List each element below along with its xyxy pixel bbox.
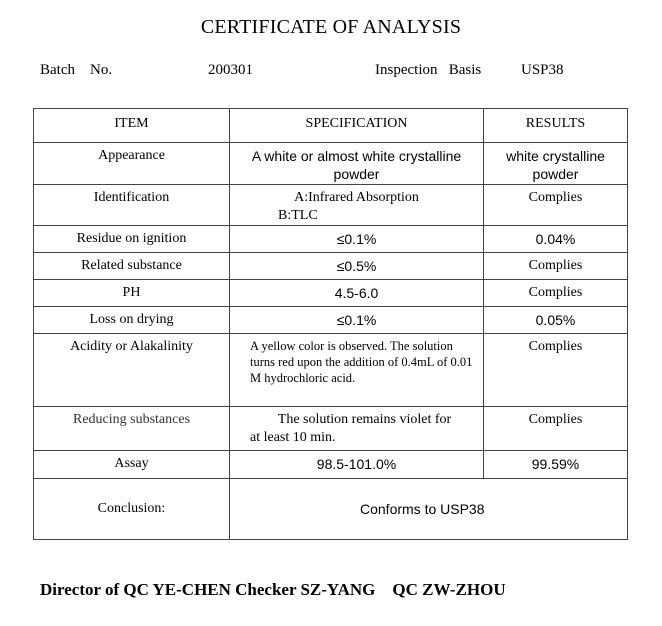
conclusion-row (34, 479, 628, 540)
inspection-basis-label: Inspection Basis (375, 62, 482, 78)
result-cell: Complies (484, 185, 628, 226)
spec-cell: A:Infrared Absorption B:TLC (230, 185, 484, 226)
spec-cell: A white or almost white crystalline powder (230, 143, 484, 185)
result-cell: white crystalline powder (484, 143, 628, 185)
header-specification: SPECIFICATION (230, 109, 484, 143)
header-item: ITEM (34, 109, 230, 143)
batch-number: 200301 (208, 62, 253, 78)
table-row (34, 407, 628, 451)
spec-cell: ≤0.5% (230, 253, 484, 280)
item-cell: Assay (34, 451, 230, 479)
signatories: Director of QC YE-CHEN Checker SZ-YANG QC ZW-ZHOU (40, 580, 506, 599)
spec-cell: 4.5-6.0 (230, 280, 484, 307)
header-results: RESULTS (484, 109, 628, 143)
item-cell: Appearance (34, 143, 230, 185)
spec-cell: The solution remains violet for at least 10 min. (230, 407, 484, 451)
spec-cell: 98.5-101.0% (230, 451, 484, 479)
result-cell: 0.05% (484, 307, 628, 334)
item-cell: Residue on ignition (34, 226, 230, 253)
item-cell: Related substance (34, 253, 230, 280)
result-cell: Complies (484, 253, 628, 280)
conclusion-value: Conforms to USP38 (230, 479, 628, 540)
item-cell: Loss on drying (34, 307, 230, 334)
inspection-basis-value: USP38 (521, 62, 564, 78)
item-cell: Identification (34, 185, 230, 226)
table-row (34, 185, 628, 226)
table-row (34, 451, 628, 479)
batch-label: Batch No. (40, 62, 113, 78)
result-cell: 0.04% (484, 226, 628, 253)
table-row (34, 334, 628, 407)
table-row (34, 143, 628, 185)
spec-cell: A yellow color is observed. The solution turns red upon the addition of 0.4mL of 0.01 M hydrochloric acid. (230, 334, 484, 407)
result-cell: Complies (484, 280, 628, 307)
table-row (34, 226, 628, 253)
result-cell: Complies (484, 334, 628, 407)
table-row (34, 307, 628, 334)
item-cell: PH (34, 280, 230, 307)
table-row (34, 253, 628, 280)
conclusion-label: Conclusion: (34, 479, 230, 540)
result-cell: 99.59% (484, 451, 628, 479)
table-header-row (34, 109, 628, 143)
table-row (34, 280, 628, 307)
item-cell: Reducing substances (34, 407, 230, 451)
spec-cell: ≤0.1% (230, 226, 484, 253)
analysis-table (33, 108, 628, 540)
document-title: CERTIFICATE OF ANALYSIS (200, 16, 462, 38)
result-cell: Complies (484, 407, 628, 451)
spec-cell: ≤0.1% (230, 307, 484, 334)
item-cell: Acidity or Alakalinity (34, 334, 230, 407)
